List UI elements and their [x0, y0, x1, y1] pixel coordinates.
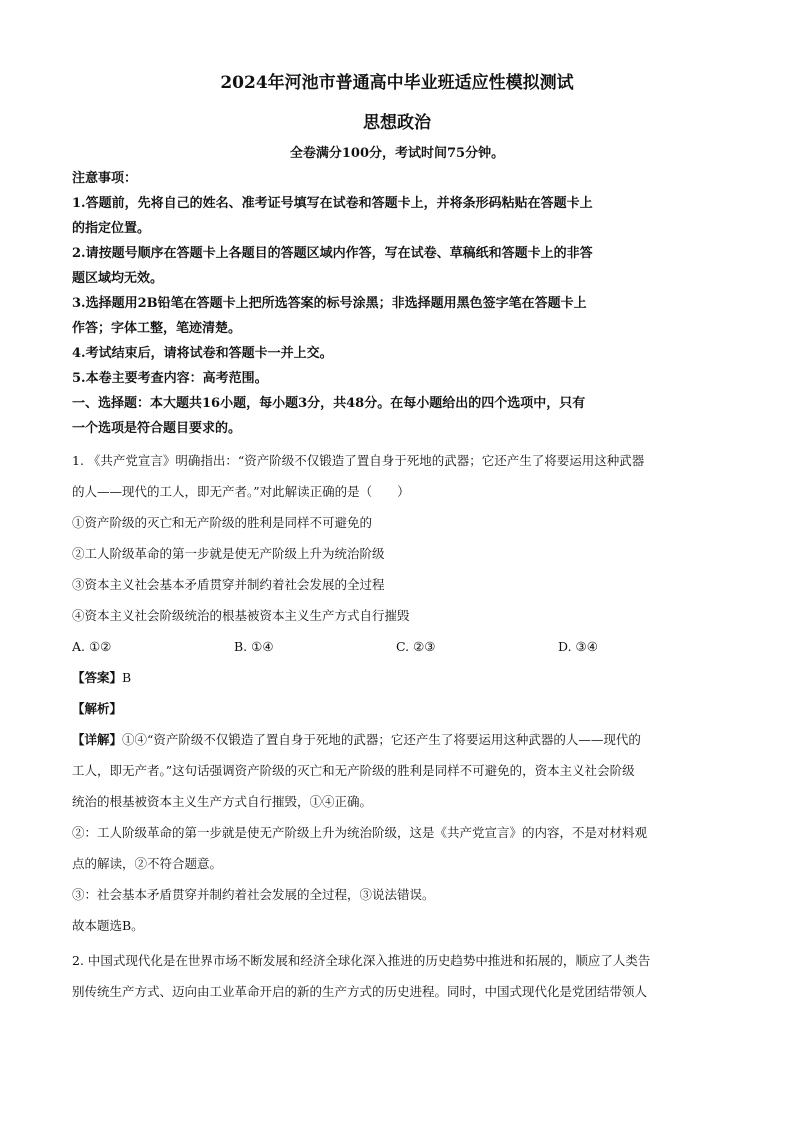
- detail-tag: 【详解】: [72, 732, 123, 747]
- detail-line: 工人，即无产者。”这句话强调资产阶级的灭亡和无产阶级的胜利是同样不可避免的，资本主义社会阶级: [72, 763, 635, 778]
- detail-line: ②：工人阶级革命的第一步就是使无产阶级上升为统治阶级，这是《共产党宣言》的内容，不是对材料观: [72, 825, 648, 840]
- notice-line: 题区域均无效。: [72, 271, 164, 286]
- notice-line: 的指定位置。: [72, 221, 151, 236]
- question-stem: 别传统生产方式、迈向由工业革命开启的新的生产方式的历史进程。同时，中国式现代化是党团结带领人: [72, 984, 648, 999]
- detail-text: ①④“资产阶级不仅锻造了置自身于死地的武器；它还产生了将要运用这种武器的人——现代的: [122, 732, 641, 747]
- notice-heading: 注意事项：: [72, 171, 138, 186]
- question-stem: 的人——现代的工人，即无产者。”对此解读正确的是（ ）: [72, 484, 410, 499]
- question-2: [72, 945, 722, 1007]
- answer-value: B: [122, 670, 132, 685]
- detail-line: 故本题选B。: [72, 918, 144, 933]
- answer-tag: 【答案】: [72, 670, 123, 685]
- detail-line: [72, 724, 722, 755]
- notice-line: 1.答题前，先将自己的姓名、准考证号填写在试卷和答题卡上，并将条形码粘贴在答题卡上: [72, 196, 593, 211]
- choice-d: D. ③④: [558, 639, 598, 654]
- section-heading: 一个选项是符合题目要求的。: [72, 421, 242, 436]
- notice-block: [72, 166, 722, 391]
- statement-item: ④资本主义社会阶级统治的根基被资本主义生产方式自行摧毁: [72, 608, 410, 623]
- exam-info: 全卷满分100分，考试时间75分钟。: [289, 146, 505, 161]
- question-1: [72, 445, 722, 941]
- detail-line: ③：社会基本矛盾贯穿并制约着社会发展的全过程，③说法错误。: [72, 887, 435, 902]
- notice-line: 4.考试结束后，请将试卷和答题卡一并上交。: [72, 346, 333, 361]
- question-stem: 2. 中国式现代化是在世界市场不断发展和经济全球化深入推进的历史趋势中推进和拓展的，顺应了人类告: [72, 953, 651, 968]
- exam-title: 2024年河池市普通高中毕业班适应性模拟测试: [220, 73, 574, 93]
- choice-row: [72, 631, 722, 662]
- statement-item: ①资产阶级的灭亡和无产阶级的胜利是同样不可避免的: [72, 515, 373, 530]
- analysis-tag: 【解析】: [72, 701, 123, 716]
- section-heading-block: [72, 391, 722, 441]
- answer-line: [72, 662, 722, 693]
- subject-title: 思想政治: [363, 113, 431, 133]
- detail-line: 统治的根基被资本主义生产方式自行摧毁，①④正确。: [72, 794, 373, 809]
- question-stem: 1. 《共产党宣言》明确指出：“资产阶级不仅锻造了置自身于死地的武器；它还产生了将要运用这种武器: [72, 453, 645, 468]
- statement-item: ②工人阶级革命的第一步就是使无产阶级上升为统治阶级: [72, 546, 385, 561]
- choice-c: C. ②③: [396, 639, 436, 654]
- notice-line: 3.选择题用2B铅笔在答题卡上把所选答案的标号涂黑；非选择题用黑色签字笔在答题卡上: [72, 296, 587, 311]
- detail-line: 点的解读，②不符合题意。: [72, 856, 223, 871]
- section-heading: 一、选择题：本大题共16小题，每小题3分，共48分。在每小题给出的四个选项中，只有: [72, 396, 586, 411]
- notice-line: 2.请按题号顺序在答题卡上各题目的答题区域内作答，写在试卷、草稿纸和答题卡上的非答: [72, 246, 593, 261]
- notice-line: 5.本卷主要考查内容：高考范围。: [72, 371, 268, 386]
- notice-line: 作答；字体工整，笔迹清楚。: [72, 321, 242, 336]
- analysis-line: [72, 693, 722, 724]
- choice-a: A. ①②: [72, 639, 112, 654]
- choice-b: B. ①④: [234, 639, 274, 654]
- statement-item: ③资本主义社会基本矛盾贯穿并制约着社会发展的全过程: [72, 577, 385, 592]
